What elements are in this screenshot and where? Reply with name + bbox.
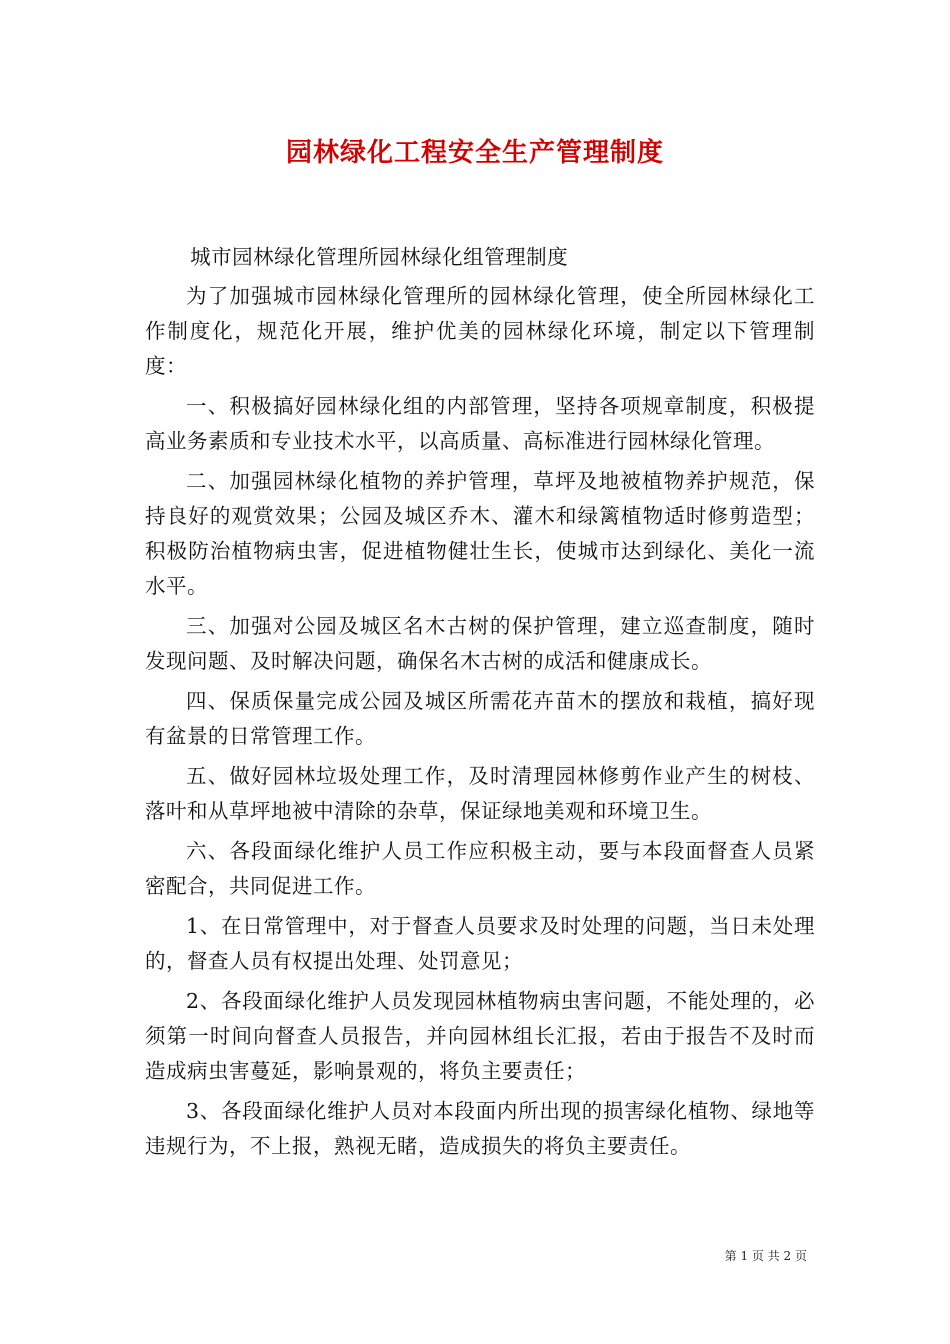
paragraph-subtitle: 城市园林绿化管理所园林绿化组管理制度	[190, 245, 569, 269]
paragraph-subitem-2: 2、各段面绿化维护人员发现园林植物病虫害问题，不能处理的，必须第一时间向督查人员报告，并向园林组长汇报，若由于报告不及时而造成病虫害蔓延，影响景观的，将负主要责任；	[145, 989, 815, 1083]
document-body	[145, 240, 815, 1169]
page-number-footer: 第 1 页 共 2 页	[724, 1249, 807, 1263]
paragraph-item-1: 一、积极搞好园林绿化组的内部管理，坚持各项规章制度，积极提高业务素质和专业技术水平，以高质量、高标准进行园林绿化管理。	[145, 394, 815, 453]
document-title: 园林绿化工程安全生产管理制度	[285, 138, 664, 168]
paragraph-item-5: 五、做好园林垃圾处理工作，及时清理园林修剪作业产生的树枝、落叶和从草坪地被中清除的杂草，保证绿地美观和环境卫生。	[145, 764, 815, 823]
paragraph-subitem-3: 3、各段面绿化维护人员对本段面内所出现的损害绿化植物、绿地等违规行为，不上报，熟视无睹，造成损失的将负主要责任。	[145, 1099, 815, 1158]
paragraph-item-2: 二、加强园林绿化植物的养护管理，草坪及地被植物养护规范，保持良好的观赏效果；公园及城区乔木、灌木和绿篱植物适时修剪造型；积极防治植物病虫害，促进植物健壮生长，使城市达到绿化、美化一流水平。	[145, 469, 815, 598]
paragraph-intro: 为了加强城市园林绿化管理所的园林绿化管理，使全所园林绿化工作制度化，规范化开展，维护优美的园林绿化环境，制定以下管理制度：	[145, 284, 815, 378]
paragraph-item-3: 三、加强对公园及城区名木古树的保护管理，建立巡查制度，随时发现问题、及时解决问题，确保名木古树的成活和健康成长。	[145, 614, 815, 673]
paragraph-subitem-1: 1、在日常管理中，对于督查人员要求及时处理的问题，当日未处理的，督查人员有权提出处理、处罚意见；	[145, 914, 815, 973]
paragraph-item-4: 四、保质保量完成公园及城区所需花卉苗木的摆放和栽植，搞好现有盆景的日常管理工作。	[145, 689, 815, 748]
paragraph-item-6: 六、各段面绿化维护人员工作应积极主动，要与本段面督查人员紧密配合，共同促进工作。	[145, 839, 815, 898]
